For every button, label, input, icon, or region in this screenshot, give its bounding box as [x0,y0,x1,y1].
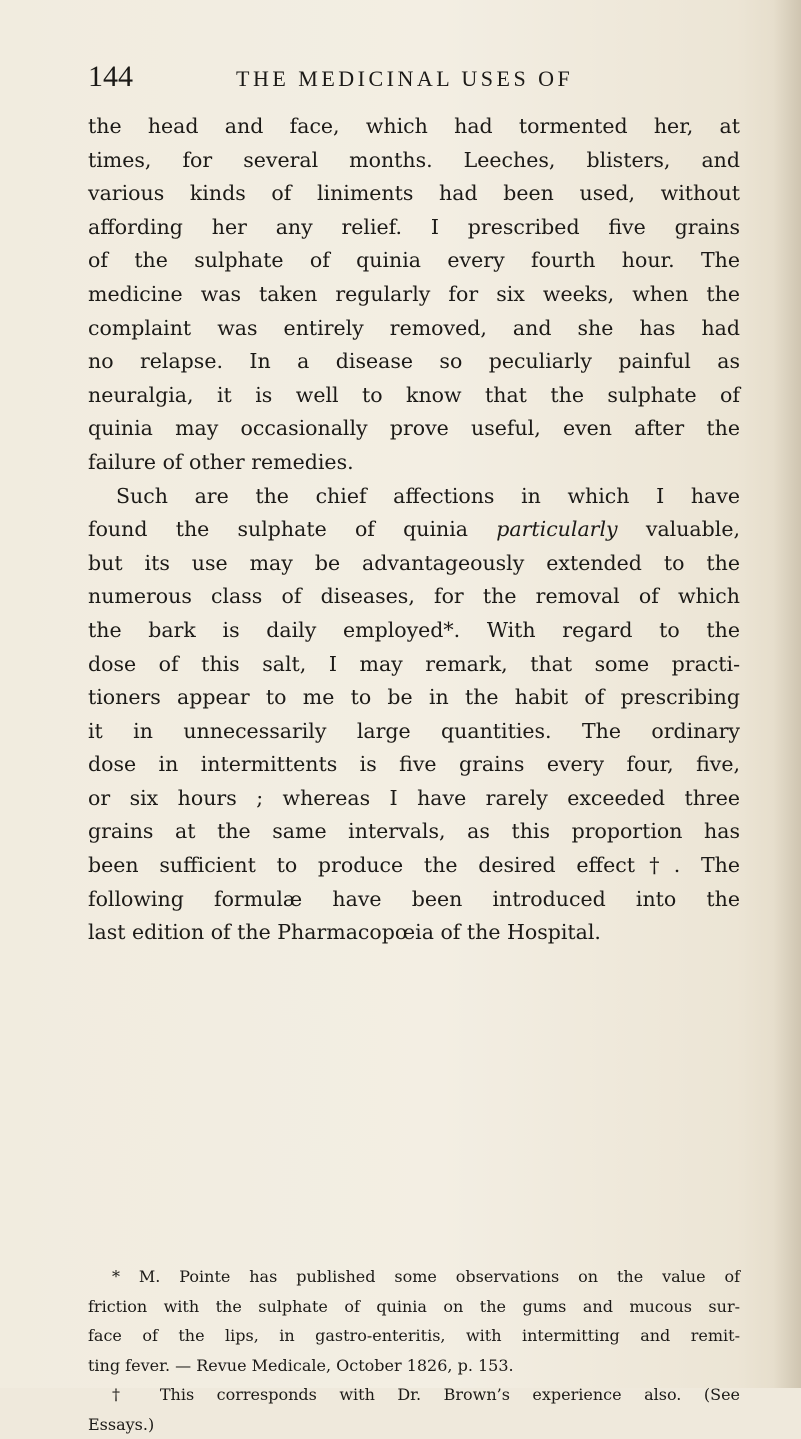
text-line: dose in intermittents is five grains every four, five, [88,748,740,782]
page-edge-shadow [773,0,801,1388]
text-line: Such are the chief affections in which I have [88,480,740,514]
page-number: 144 [88,62,133,92]
text-line: grains at the same intervals, as this proportion has [88,815,740,849]
footnote-line: † This corresponds with Dr. Brown’s experience also. (See [88,1380,740,1410]
text-line: been sufficient to produce the desired effect†. The [88,849,740,883]
text-line: various kinds of liniments had been used, without [88,177,740,211]
footnote-line: face of the lips, in gastro-enteritis, with intermitting and remit- [88,1321,740,1351]
footnote-line: * M. Pointe has published some observations on the value of [88,1262,740,1292]
footnotes [88,1262,740,1439]
footnote-line: ting fever. — Revue Medicale, October 1826, p. 153. [88,1351,740,1381]
text-line: neuralgia, it is well to know that the sulphate of [88,379,740,413]
text-line: the bark is daily employed*. With regard to the [88,614,740,648]
text-line: the head and face, which had tormented her, at [88,110,740,144]
text-line: no relapse. In a disease so peculiarly painful as [88,345,740,379]
footnote-line: friction with the sulphate of quinia on the gums and mucous sur- [88,1292,740,1322]
text-line: times, for several months. Leeches, blisters, and [88,144,740,178]
text-line: tioners appear to me to be in the habit of prescribing [88,681,740,715]
page-header [88,62,728,98]
emphasis-text: particularly [496,517,617,541]
text-line: dose of this salt, I may remark, that some practi- [88,648,740,682]
text-line: failure of other remedies. [88,446,740,480]
text-line: complaint was entirely removed, and she has had [88,312,740,346]
text-line: or six hours ; whereas I have rarely exceeded three [88,782,740,816]
running-head: THE MEDICINAL USES OF [236,66,573,92]
text-segment: found the sulphate of quinia [88,517,468,541]
text-line: last edition of the Pharmacopœia of the Hospital. [88,916,740,950]
text-line: medicine was taken regularly for six weeks, when the [88,278,740,312]
main-text [88,110,740,950]
text-line: numerous class of diseases, for the removal of which [88,580,740,614]
text-line: affording her any relief. I prescribed five grains [88,211,740,245]
footnote-line: Essays.) [88,1410,740,1439]
text-line: of the sulphate of quinia every fourth hour. The [88,244,740,278]
text-line-with-emphasis [88,513,740,547]
text-line: but its use may be advantageously extended to the [88,547,740,581]
text-line: it in unnecessarily large quantities. The ordinary [88,715,740,749]
text-line: following formulæ have been introduced into the [88,883,740,917]
text-segment: valuable, [646,517,740,541]
text-line: quinia may occasionally prove useful, even after the [88,412,740,446]
